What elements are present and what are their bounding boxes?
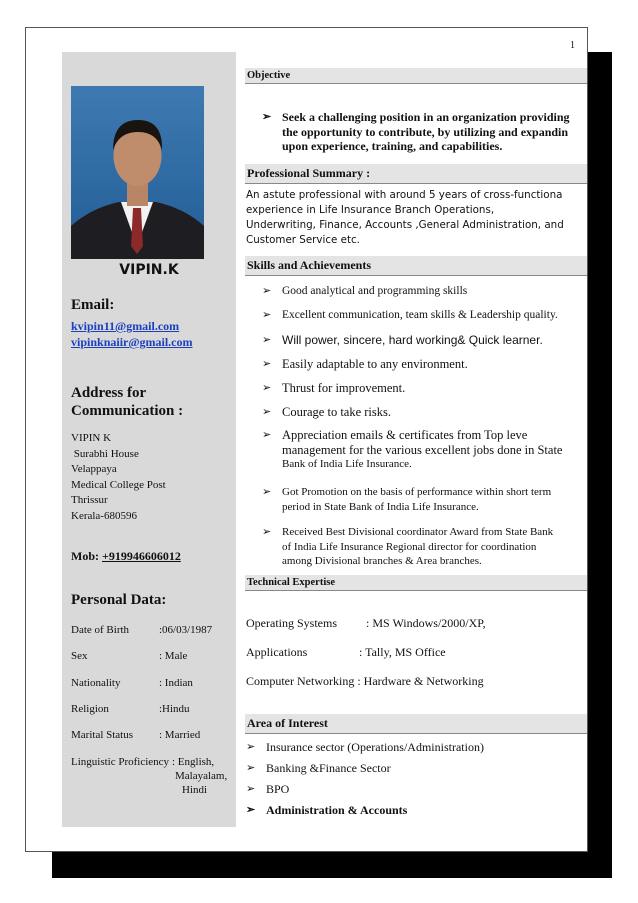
linguistic-values	[172, 755, 227, 797]
skill-text-line: Appreciation emails & certificates from Top leve	[282, 428, 528, 442]
mobile-label: Mob:	[71, 549, 102, 563]
summary-heading: Professional Summary :	[245, 164, 588, 184]
personal-value: : Married	[159, 729, 201, 741]
technical-heading: Technical Expertise	[245, 575, 588, 591]
arrow-bullet-icon: ➢	[262, 309, 272, 321]
profile-photo	[71, 86, 204, 259]
linguistic-label: Linguistic Proficiency	[71, 756, 170, 768]
address-heading-line-2: Communication :	[71, 403, 184, 419]
tech-label: Computer Networking	[246, 674, 355, 688]
tech-value: : Tally, MS Office	[359, 645, 446, 659]
tech-row-applications	[246, 645, 446, 660]
page-number: 1	[570, 40, 575, 51]
interest-text: BPO	[266, 782, 290, 796]
candidate-name: VIPIN.K	[119, 262, 179, 278]
tech-label: Operating Systems	[246, 616, 337, 630]
arrow-bullet-icon: ➢	[246, 783, 256, 795]
interest-heading: Area of Interest	[245, 714, 588, 734]
personal-label: Sex	[71, 650, 88, 662]
summary-line: experience in Life Insurance Branch Operations,	[246, 204, 495, 216]
tech-label: Applications	[246, 645, 308, 659]
arrow-bullet-icon: ➢	[262, 334, 272, 346]
personal-value: : Indian	[159, 677, 193, 689]
skill-text: Courage to take risks.	[282, 405, 392, 419]
personal-label: Marital Status	[71, 729, 134, 741]
skill-text: Thrust for improvement.	[282, 381, 406, 395]
arrow-bullet-icon: ➢	[262, 486, 272, 498]
address-line: Thrissur	[71, 494, 108, 506]
arrow-bullet-icon: ➢	[262, 406, 272, 418]
objective-line: upon experience, training, and capabilities.	[282, 139, 503, 153]
skill-text-line: of India Life Insurance Regional director for coordination	[282, 540, 537, 553]
interest-text: Insurance sector (Operations/Administration)	[266, 740, 484, 754]
tech-value: : Hardware & Networking	[357, 674, 484, 688]
personal-data-heading: Personal Data:	[71, 592, 167, 608]
skill-text: Will power, sincere, hard working& Quick learner.	[282, 333, 543, 347]
summary-line: Customer Service etc.	[246, 234, 360, 246]
personal-value: :Hindu	[159, 703, 190, 715]
linguistic-value: : English,	[172, 756, 215, 768]
linguistic-value: Hindi	[182, 784, 208, 796]
summary-line: Underwriting, Finance, Accounts ,General Administration, and	[246, 219, 564, 231]
skill-text-line: Bank of India Life Insurance.	[282, 458, 412, 470]
personal-label: Religion	[71, 703, 109, 715]
skill-text-line: management for the various excellent jobs done in State	[282, 442, 563, 457]
email-link-1[interactable]: kvipin11@gmail.com	[71, 319, 180, 333]
arrow-bullet-icon: ➢	[262, 285, 272, 297]
address-line: Surabhi House	[71, 447, 139, 460]
personal-row-marital	[71, 729, 200, 741]
address-line: Kerala-680596	[71, 509, 137, 522]
objective-line: the opportunity to contribute, by utilizing and expandin	[282, 124, 569, 139]
personal-row-religion	[71, 703, 190, 715]
skill-text-line: among Divisional branches & Area branches.	[282, 555, 482, 567]
personal-row-nationality	[71, 677, 193, 689]
objective-heading: Objective	[245, 68, 588, 84]
summary-text	[246, 188, 588, 248]
interest-text: Administration & Accounts	[266, 803, 408, 817]
mobile-number[interactable]: +919946606012	[102, 549, 181, 563]
arrow-bullet-icon: ➢	[262, 382, 272, 394]
arrow-bullet-icon: ➢	[262, 526, 272, 538]
personal-label: Nationality	[71, 677, 121, 689]
skills-heading: Skills and Achievements	[245, 256, 588, 276]
interest-text: Banking &Finance Sector	[266, 761, 391, 775]
address-block	[71, 431, 166, 524]
arrow-bullet-icon: ➢	[262, 429, 272, 441]
skill-text: Good analytical and programming skills	[282, 285, 468, 297]
address-heading-line-1: Address for	[71, 385, 147, 401]
arrow-bullet-icon: ➢	[262, 358, 272, 370]
tech-row-os	[246, 616, 486, 631]
address-line: Velappaya	[71, 463, 117, 475]
personal-label: Date of Birth	[71, 624, 130, 636]
objective-text	[282, 110, 570, 154]
skill-text: Excellent communication, team skills & Leadership quality.	[282, 309, 558, 321]
personal-value: :06/03/1987	[159, 624, 213, 636]
linguistic-value: Malayalam,	[175, 770, 228, 782]
sidebar	[62, 52, 236, 827]
skill-text: Easily adaptable to any environment.	[282, 357, 468, 371]
tech-value: : MS Windows/2000/XP,	[366, 616, 486, 630]
arrow-bullet-icon: ➢	[246, 762, 256, 774]
skill-text-line: Got Promotion on the basis of performance within short term	[282, 486, 552, 498]
arrow-bullet-icon: ➢	[246, 804, 256, 816]
arrow-bullet-icon: ➢	[262, 111, 272, 123]
arrow-bullet-icon: ➢	[246, 741, 256, 753]
personal-value: : Male	[159, 650, 188, 662]
email-link-2[interactable]: vipinknaiir@gmail.com	[71, 335, 193, 349]
address-line: Medical College Post	[71, 478, 166, 491]
personal-row-linguistic	[71, 755, 228, 796]
tech-row-networking	[246, 674, 484, 689]
personal-row-dob	[71, 624, 212, 636]
personal-row-sex	[71, 650, 187, 662]
skill-text-line: Received Best Divisional coordinator Award from State Bank	[282, 526, 554, 538]
resume-page	[25, 27, 588, 852]
email-heading: Email:	[71, 297, 115, 313]
mobile-row	[71, 549, 181, 564]
address-line: VIPIN K	[71, 432, 112, 444]
skill-text-line: period in State Bank of India Life Insurance.	[282, 500, 479, 513]
summary-line: An astute professional with around 5 years of cross-functiona	[246, 189, 563, 201]
main-content	[245, 52, 588, 842]
objective-line: Seek a challenging position in an organization providing	[282, 110, 570, 124]
